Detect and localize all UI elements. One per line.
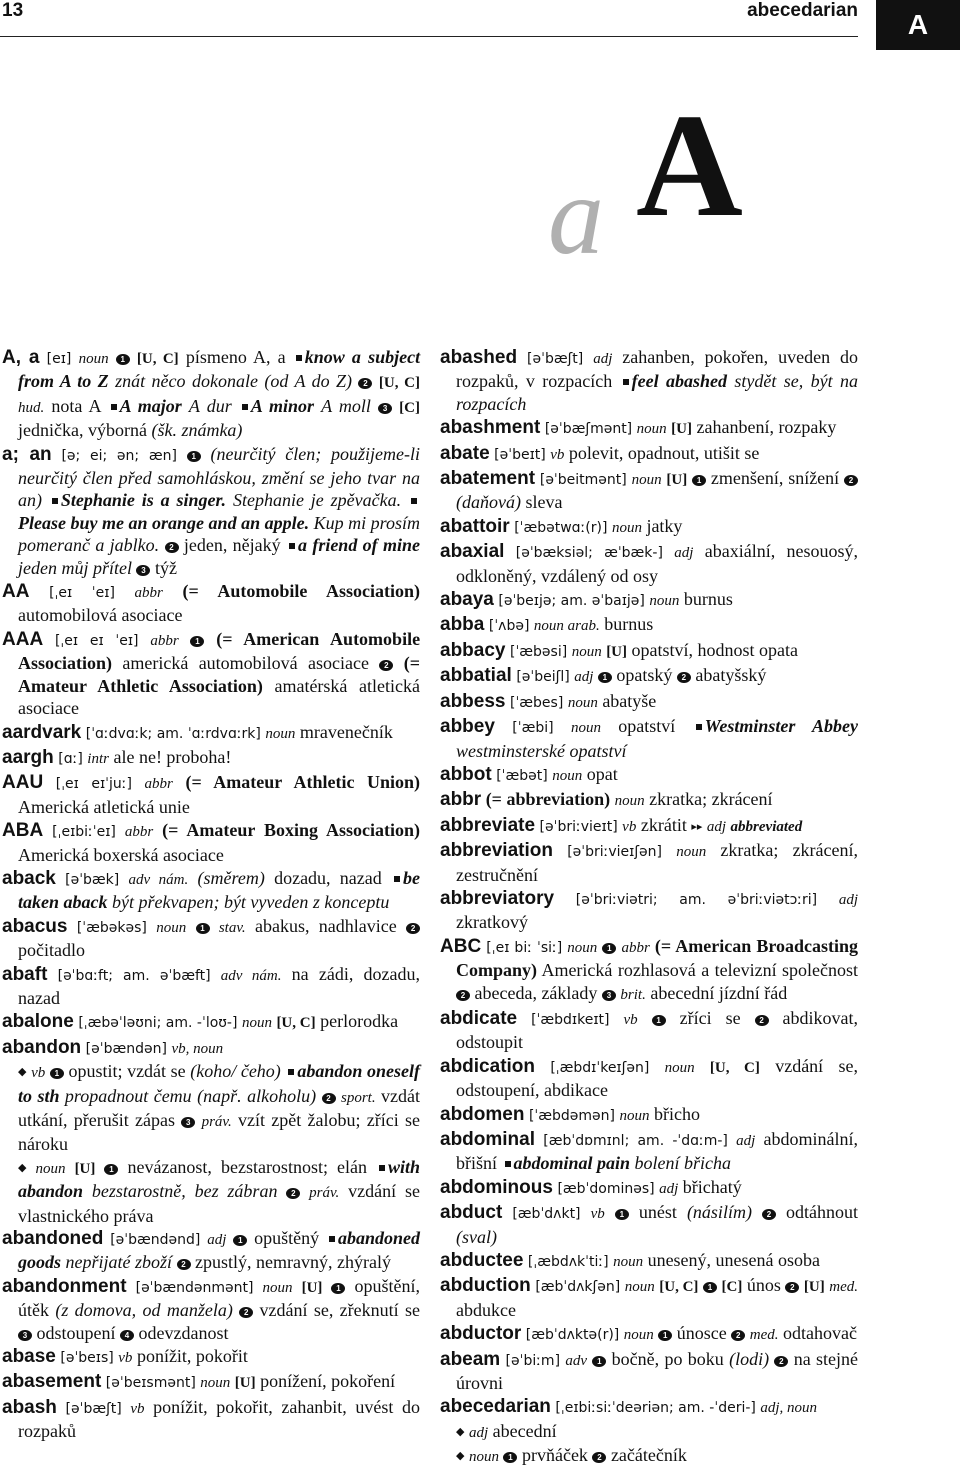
- entry: abbey [ˈæbi] noun opatství Westminster Abbey westminsterské opatství: [440, 716, 859, 761]
- entry: abductor [æbˈdʌktə(r)] noun 1 únosce 2 med. odtahovač: [440, 1323, 857, 1345]
- entry: abbreviation [əˈbriːvieɪʃən] noun zkratka; zkrácení, zestručnění: [440, 840, 859, 885]
- entry: abduct [æbˈdʌkt] vb 1 unést (násilím) 2 odtáhnout (sval): [440, 1202, 859, 1247]
- entry: abduction [æbˈdʌkʃən] noun [U, C] 1 [C] únos 2 [U] med. abdukce: [440, 1275, 859, 1320]
- entry: ABC [ˌeɪ biː ˈsiː] noun 1 abbr (= American Broadcasting Company) Americká rozhlasová a televizní společnost 2 abeceda, základy 3 brit. abecední jízdní řád: [440, 935, 859, 1003]
- guide-word: abecedarian: [747, 0, 858, 21]
- entry: abashment [əˈbæʃmənt] noun [U] zahanbení, rozpaky: [440, 417, 837, 439]
- entry: abattoir [ˈæbətwɑː(r)] noun jatky: [440, 515, 683, 537]
- page-number: 13: [2, 0, 24, 21]
- right-column: [440, 346, 858, 1469]
- entry: abandoned [əˈbændənd] adj 1 opuštěný abandoned goods nepřijaté zboží 2 zpustlý, nemravný, zhýralý: [2, 1228, 421, 1273]
- entry: abecedarian [ˌeɪbiːsiːˈdeəriən; am. -ˈderi-] adj, noun: [440, 1396, 818, 1418]
- entry-sense: ◆ noun 1 prvňáček 2 začátečník: [456, 1445, 687, 1466]
- entry: abaft [əˈbɑːft; am. əˈbæft] adv nám. na zádi, dozadu, nazad: [2, 963, 421, 1008]
- section-letter: [548, 84, 848, 278]
- entry: abaya [əˈbeɪjə; am. əˈbaɪjə] noun burnus: [440, 589, 733, 611]
- left-column: [2, 346, 420, 1443]
- entry: abductee [ˌæbdʌkˈtiː] noun unesený, unesená osoba: [440, 1250, 821, 1272]
- entry: ABA [ˌeɪbiːˈeɪ] abbr (= Amateur Boxing Association) Americká boxerská asociace: [2, 820, 421, 865]
- header-rule: [0, 36, 858, 37]
- entry: abashed [əˈbæʃt] adj zahanben, pokořen, uveden do rozpaků, v rozpacích feel abashed stydět se, být na rozpacích: [440, 347, 859, 414]
- section-letter-upper: A: [636, 84, 743, 248]
- entry: abate [əˈbeɪt] vb polevit, opadnout, utišit se: [440, 442, 760, 464]
- entry: abdominal [æbˈdɒmɪnl; am. -ˈdɑːm-] adj abdominální, břišní abdominal pain bolení břicha: [440, 1129, 858, 1174]
- entry: aardvark [ˈɑːdvɑːk; am. ˈɑːrdvɑːrk] noun mravenečník: [2, 721, 393, 743]
- entry-sense: ◆ adj abecední: [456, 1420, 557, 1441]
- entry: abatement [əˈbeitmənt] noun [U] 1 zmenšení, snížení 2 (daňová) sleva: [440, 467, 858, 514]
- page-header: [0, 0, 960, 40]
- entry: abalone [ˌæbəˈləʊni; am. -ˈloʊ-] noun [U, C] perlorodka: [2, 1011, 399, 1033]
- entry: abba [ˈʌbə] noun arab. burnus: [440, 614, 654, 636]
- entry: abbreviatory [əˈbriːviətri; am. əˈbriːviətɔːri] adj zkratkový: [440, 887, 859, 933]
- entry: A, a [eɪ] noun 1 [U, C] písmeno A, a know a subject from A to Z znát něco dokonale (od A do Z) 2 [U, C] hud. nota A A major A dur A minor A moll 3 [C] jednička, výborná (šk. známka): [2, 347, 421, 441]
- entry: abasement [əˈbeɪsmənt] noun [U] ponížení, pokoření: [2, 1371, 396, 1393]
- entry: abdomen [ˈæbdəmən] noun břicho: [440, 1103, 700, 1125]
- entry: AA [ˌeɪ ˈeɪ] abbr (= Automobile Association) automobilová asociace: [2, 581, 421, 626]
- entry: abaxial [əˈbæksiəl; æˈbæk-] adj abaxiální, nesouosý, odkloněný, vzdálený od osy: [440, 541, 859, 586]
- entry: a; an [ə; ei; ən; æn] 1 (neurčitý člen; použijeme-li neurčitý člen před samohláskou, změní se jeho tvar na an) Stephanie is a singer. Stephanie je zpěvačka. Please buy me an orange and an apple. Kup mi prosím pomeranč a jablko. 2 jeden, nějaký a friend of mine jeden můj přítel 3 týž: [2, 443, 421, 578]
- entry: abdication [ˌæbdɪˈkeɪʃən] noun [U, C] vzdání se, odstoupení, abdikace: [440, 1055, 858, 1101]
- entry: aargh [ɑː] intr ale ne! proboha!: [2, 746, 232, 768]
- entry-sense: ◆ noun [U] 1 nevázanost, bezstarostnost; elán with abandon bezstarostně, bez zábran 2 práv. vzdání se vlastnického práva: [18, 1156, 421, 1226]
- entry: abbr (= abbreviation) noun zkratka; zkrácení: [440, 789, 773, 811]
- entry: abdominous [æbˈdominəs] adj břichatý: [440, 1176, 742, 1198]
- letter-tab: A: [876, 0, 960, 50]
- entry: abash [əˈbæʃt] vb ponížit, pokořit, zahanbit, uvést do rozpaků: [2, 1396, 421, 1442]
- entry: abbess [ˈæbes] noun abatyše: [440, 690, 657, 712]
- section-letter-lower: a: [548, 154, 604, 278]
- entry: aback [əˈbæk] adv nám. (směrem) dozadu, nazad be taken aback být překvapen; být vyveden z konceptu: [2, 867, 421, 913]
- entry: AAA [ˌeɪ eɪ ˈeɪ] abbr 1 (= American Automobile Association) americká automobilová asociace 2 (= Amateur Athletic Association) amatérská atletická asociace: [2, 628, 421, 719]
- entry: abacus [ˈæbəkəs] noun 1 stav. abakus, nadhlavice 2 počitadlo: [2, 915, 420, 962]
- entry: abandon [əˈbændən] vb, noun: [2, 1036, 224, 1058]
- entry: abbatial [əˈbeiʃl] adj 1 opatský 2 abatyšský: [440, 665, 767, 687]
- entry: abeam [əˈbiːm] adv 1 bočně, po boku (lodi) 2 na stejné úrovni: [440, 1348, 858, 1394]
- entry-sense: ◆ vb 1 opustit; vzdát se (koho/ čeho) abandon oneself to sth propadnout čemu (např. alkoholu) 2 sport. vzdát utkání, přerušit zápas 3 práv. vzít zpět žalobu; zříci se nároku: [18, 1061, 421, 1155]
- entry: abbot [ˈæbət] noun opat: [440, 763, 618, 785]
- entry: abase [əˈbeɪs] vb ponížit, pokořit: [2, 1346, 248, 1368]
- entry: abbreviate [əˈbriːvieɪt] vb zkrátit ▸▸ adj abbreviated: [440, 814, 803, 836]
- entry: abdicate [ˈæbdɪkeɪt] vb 1 zříci se 2 abdikovat, odstoupit: [440, 1007, 859, 1053]
- entry: abandonment [əˈbændənmənt] noun [U] 1 opuštění, útěk (z domova, od manžela) 2 vzdání se, zřeknutí se 3 odstoupení 4 odevzdanost: [2, 1275, 421, 1343]
- entry: abbacy [ˈæbəsi] noun [U] opatství, hodnost opata: [440, 639, 798, 661]
- entry: AAU [ˌeɪ eɪˈjuː] abbr (= Amateur Athletic Union) Americká atletická unie: [2, 772, 421, 817]
